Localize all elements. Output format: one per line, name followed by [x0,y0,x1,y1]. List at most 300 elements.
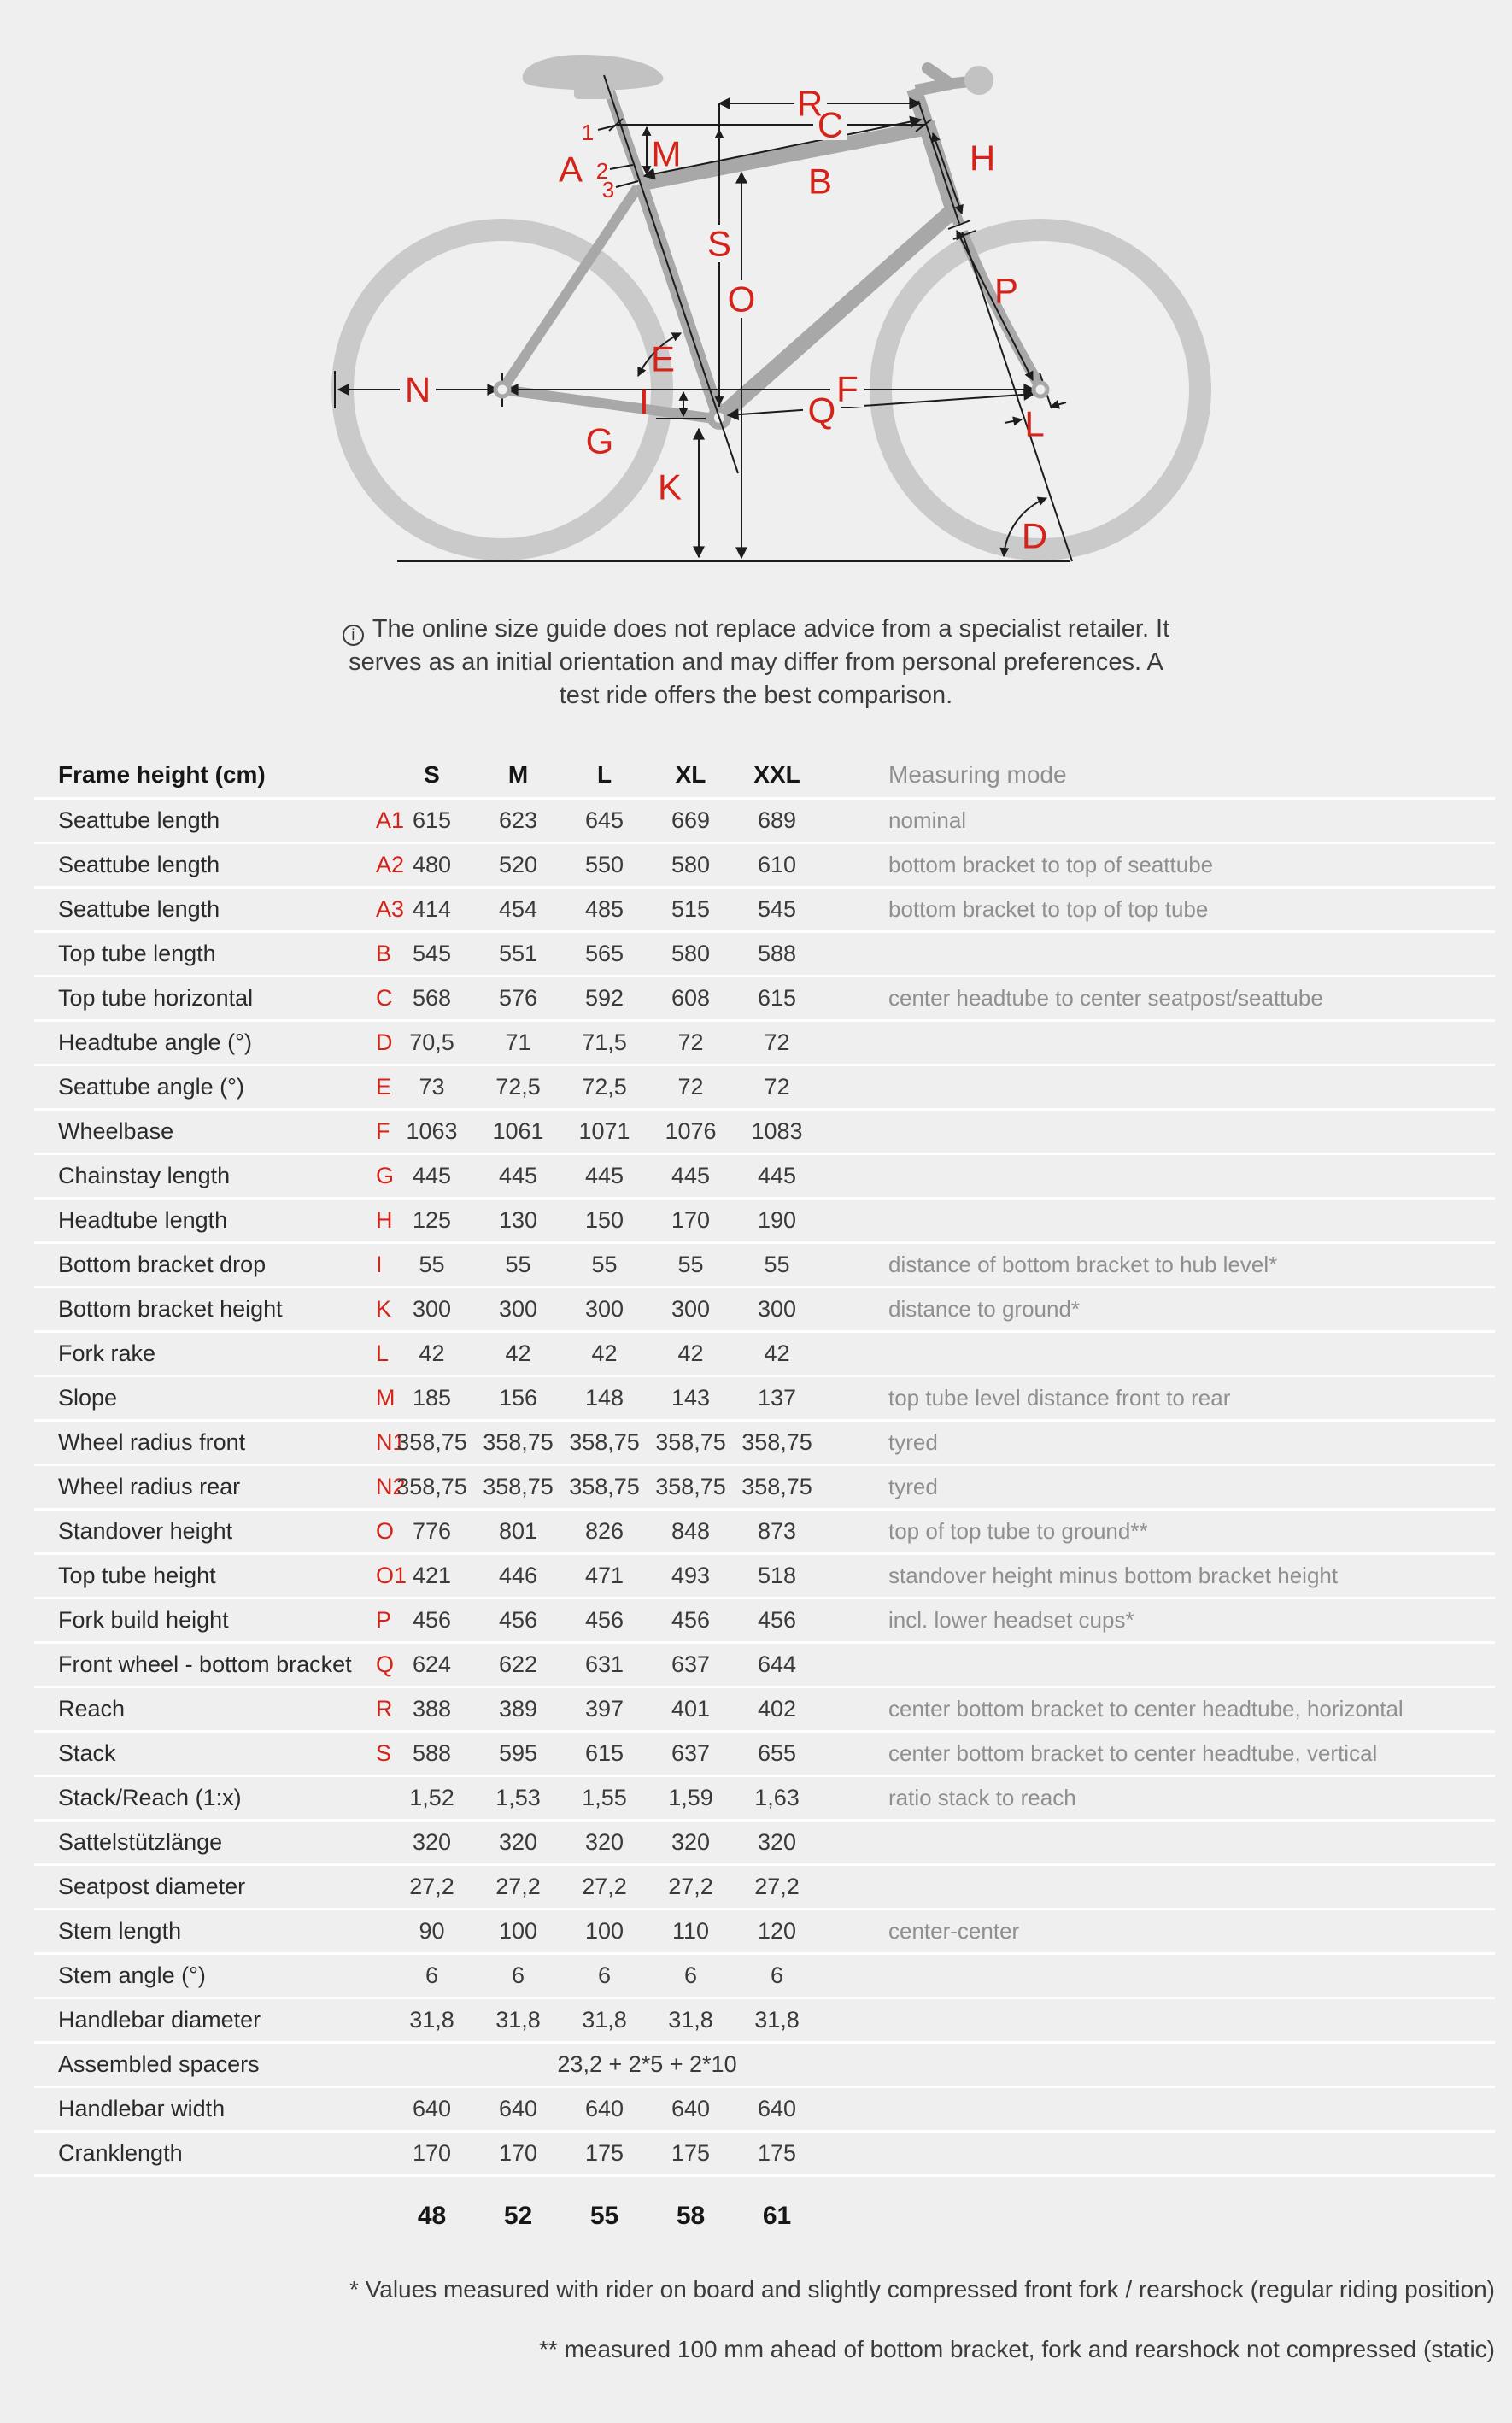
label-K-icon: K [657,466,683,507]
row-value: 358,75 [741,1474,812,1499]
row-value: 72 [677,1030,704,1055]
table-row [34,1333,1495,1377]
row-label: Sattelstützlänge [58,1829,223,1855]
row-value: 640 [412,2096,452,2121]
row-letter: L [376,1341,390,1366]
row-value: 1,59 [668,1785,713,1810]
row-label: Top tube length [58,941,216,966]
table-row [34,889,1495,933]
note-text: The online size guide does not replace advice from a specialist retailer. It [372,615,1170,642]
table-row [34,2044,1495,2088]
row-value: 156 [498,1385,538,1411]
row-value: 55 [419,1252,445,1277]
frame-size-value: 61 [762,2202,792,2230]
size-header-m: M [507,760,529,788]
size-header-l: L [596,760,612,788]
table-row [34,1155,1495,1200]
row-value: 72,5 [582,1074,627,1100]
row-label: Handlebar width [58,2096,226,2121]
row-note: center-center [888,1918,1020,1944]
table-row [34,977,1495,1022]
row-value: 42 [505,1341,531,1366]
row-letter: G [376,1163,395,1188]
footnote-single-asterisk: * Values measured with rider on board and slightly compressed front fork / rearshock (regular riding position) [349,2276,1495,2303]
table-row [34,844,1495,889]
row-label: Stack/Reach (1:x) [58,1785,242,1810]
row-value: 6 [683,1962,698,1988]
frame-size-value: 52 [503,2202,533,2230]
row-value: 776 [412,1518,452,1544]
row-value: 480 [412,852,452,877]
row-value: 456 [757,1607,797,1633]
row-value: 456 [584,1607,624,1633]
row-value: 100 [498,1918,538,1944]
row-letter: I [376,1252,383,1277]
label-L-icon: L [1024,403,1045,444]
row-value: 622 [498,1652,538,1677]
row-value: 55 [591,1252,618,1277]
row-value: 71 [505,1030,531,1055]
bike-geometry-diagram [0,0,1512,598]
label-2-icon: 2 [595,158,609,184]
row-value: 6 [425,1962,439,1988]
row-value: 185 [412,1385,452,1411]
label-1-icon: 1 [581,120,595,145]
row-value: 645 [584,807,624,833]
row-label: Seattube length [58,807,220,833]
table-row [34,1777,1495,1822]
row-value: 545 [412,941,452,966]
row-value: 190 [757,1207,797,1233]
row-value: 70,5 [409,1030,454,1055]
row-value: 31,8 [668,2007,713,2033]
row-note: nominal [888,807,967,833]
table-row [34,2133,1495,2177]
label-G-icon: G [585,420,614,461]
row-note: top of top tube to ground** [888,1518,1148,1544]
row-note: tyred [888,1474,938,1499]
row-value: 27,2 [495,1874,541,1899]
row-value: 592 [584,985,624,1011]
row-note: incl. lower headset cups* [888,1607,1134,1633]
row-value: 71,5 [582,1030,627,1055]
row-value: 640 [498,2096,538,2121]
row-note: bottom bracket to top of top tube [888,896,1209,922]
row-value: 615 [757,985,797,1011]
row-label: Wheel radius rear [58,1474,241,1499]
row-note: center bottom bracket to center headtube, vertical [888,1740,1378,1766]
row-value: 515 [671,896,711,922]
row-value: 27,2 [582,1874,627,1899]
size-header-s: S [424,760,440,788]
row-letter: R [376,1696,393,1722]
row-value: 388 [412,1696,452,1722]
row-label: Stem length [58,1918,182,1944]
row-label: Chainstay length [58,1163,231,1188]
row-value: 456 [498,1607,538,1633]
table-row [34,1422,1495,1466]
row-value: 72 [677,1074,704,1100]
row-value: 170 [498,2140,538,2166]
row-value: 358,75 [483,1474,554,1499]
row-value: 518 [757,1563,797,1588]
row-value: 90 [419,1918,445,1944]
row-value: 300 [498,1296,538,1322]
row-value: 669 [671,807,711,833]
row-label: Seatpost diameter [58,1874,246,1899]
row-value: 637 [671,1740,711,1766]
row-value: 143 [671,1385,711,1411]
row-value: 631 [584,1652,624,1677]
label-P-icon: P [993,270,1019,311]
row-letter: N2 [376,1474,406,1499]
row-value: 623 [498,807,538,833]
row-value: 42 [764,1341,790,1366]
label-E-icon: E [650,338,676,379]
row-value: 73 [419,1074,445,1100]
row-value: 358,75 [569,1474,640,1499]
row-value: 493 [671,1563,711,1588]
row-value: 445 [671,1163,711,1188]
row-value: 42 [677,1341,704,1366]
row-note: distance to ground* [888,1296,1081,1322]
row-value: 689 [757,807,797,833]
row-label: Seattube length [58,896,220,922]
table-row [34,1822,1495,1866]
row-value: 175 [584,2140,624,2166]
row-value: 471 [584,1563,624,1588]
row-value: 655 [757,1740,797,1766]
row-value: 27,2 [409,1874,454,1899]
table-row [34,800,1495,844]
row-value: 137 [757,1385,797,1411]
note-line [0,613,1512,646]
table-row [34,1733,1495,1777]
row-value: 1,55 [582,1785,627,1810]
table-row [34,1999,1495,2044]
row-value: 826 [584,1518,624,1544]
note-line: serves as an initial orientation and may differ from personal preferences. A [349,648,1163,676]
row-label: Fork build height [58,1607,229,1633]
row-letter: H [376,1207,393,1233]
row-label: Top tube horizontal [58,985,254,1011]
row-label: Front wheel - bottom bracket [58,1652,352,1677]
row-value: 31,8 [754,2007,800,2033]
row-letter: F [376,1118,390,1144]
row-value: 31,8 [495,2007,541,2033]
row-value: 27,2 [668,1874,713,1899]
row-value: 358,75 [655,1474,726,1499]
label-B-icon: B [807,161,833,202]
row-note: top tube level distance front to rear [888,1385,1231,1411]
rear-hub [495,383,509,396]
row-value: 150 [584,1207,624,1233]
row-value: 358,75 [741,1429,812,1455]
label-R-icon: R [796,83,823,124]
table-row [34,1066,1495,1111]
table-row [34,1200,1495,1244]
row-value: 358,75 [569,1429,640,1455]
label-A-icon: A [558,149,583,190]
row-value: 644 [757,1652,797,1677]
row-value: 320 [498,1829,538,1855]
label-D-icon: D [1021,515,1048,556]
row-value: 568 [412,985,452,1011]
table-row [34,1111,1495,1155]
row-label: Cranklength [58,2140,183,2166]
row-value: 595 [498,1740,538,1766]
row-note: tyred [888,1429,938,1455]
row-value: 401 [671,1696,711,1722]
table-row [34,1688,1495,1733]
dimension-lines [335,75,1072,561]
row-value: 550 [584,852,624,877]
row-value: 100 [584,1918,624,1944]
table-row [34,1599,1495,1644]
table-row [34,1511,1495,1555]
row-value: 446 [498,1563,538,1588]
row-value: 445 [584,1163,624,1188]
frame-size-value: 48 [417,2202,447,2230]
row-value: 320 [584,1829,624,1855]
row-value: 445 [498,1163,538,1188]
row-value: 320 [757,1829,797,1855]
row-value: 1076 [665,1118,717,1144]
row-value: 1061 [492,1118,544,1144]
table-header-row [34,752,1495,800]
row-value: 300 [671,1296,711,1322]
row-label: Standover height [58,1518,233,1544]
row-letter: Q [376,1652,395,1677]
row-value: 615 [412,807,452,833]
row-letter: K [376,1296,392,1322]
size-header-xl: XL [675,760,706,788]
row-letter: B [376,941,392,966]
row-value: 358,75 [396,1474,467,1499]
table-row [34,1555,1495,1599]
row-value: 445 [757,1163,797,1188]
table-row [34,1644,1495,1688]
row-note: bottom bracket to top of seattube [888,852,1214,877]
row-value: 170 [412,2140,452,2166]
row-label: Stem angle (°) [58,1962,206,1988]
row-value: 637 [671,1652,711,1677]
label-H-icon: H [969,138,996,179]
row-letter: A3 [376,896,405,922]
row-value: 640 [757,2096,797,2121]
row-value: 456 [412,1607,452,1633]
row-letter: O1 [376,1563,407,1588]
row-note: standover height minus bottom bracket height [888,1563,1339,1588]
row-value: 170 [671,1207,711,1233]
handlebar-grip [964,66,993,95]
row-value: 801 [498,1518,538,1544]
footnotes [34,2273,1495,2367]
row-letter: E [376,1074,392,1100]
row-value: 55 [677,1252,704,1277]
label-C-icon: C [817,104,844,145]
row-letter: D [376,1030,393,1055]
row-label: Seattube length [58,852,220,877]
row-note: center headtube to center seatpost/seattube [888,985,1323,1011]
label-I-icon: I [639,381,649,422]
size-header-xxl: XXL [753,760,800,788]
table-row [34,1377,1495,1422]
row-value: 130 [498,1207,538,1233]
label-N-icon: N [404,369,431,410]
row-value: 551 [498,941,538,966]
row-value: 576 [498,985,538,1011]
row-label: Stack [58,1740,116,1766]
row-value: 175 [671,2140,711,2166]
row-value: 520 [498,852,538,877]
row-value: 320 [412,1829,452,1855]
row-value: 445 [412,1163,452,1188]
row-value: 402 [757,1696,797,1722]
table-row [34,1244,1495,1288]
row-value: 545 [757,896,797,922]
row-letter: A2 [376,852,405,877]
label-3-icon: 3 [601,177,615,202]
row-value: 1,53 [495,1785,541,1810]
row-label: Seattube angle (°) [58,1074,244,1100]
row-value: 456 [671,1607,711,1633]
row-value: 580 [671,941,711,966]
row-value: 848 [671,1518,711,1544]
front-hub [1034,383,1047,396]
row-value: 421 [412,1563,452,1588]
row-value: 55 [764,1252,790,1277]
row-value: 640 [671,2096,711,2121]
table-row [34,1955,1495,1999]
row-value: 31,8 [582,2007,627,2033]
row-value: 397 [584,1696,624,1722]
row-value: 300 [757,1296,797,1322]
frame-sizes-row [34,2177,1495,2256]
row-value: 31,8 [409,2007,454,2033]
row-value: 565 [584,941,624,966]
row-value: 1063 [406,1118,458,1144]
row-value: 110 [671,1918,710,1944]
row-label: Assembled spacers [58,2051,260,2077]
table-row [34,1022,1495,1066]
table-row [34,933,1495,977]
row-value: 615 [584,1740,624,1766]
row-value: 358,75 [655,1429,726,1455]
table-row [34,1288,1495,1333]
row-letter: P [376,1607,392,1633]
dimension-labels [405,84,1047,556]
row-label: Slope [58,1385,118,1411]
row-value: 640 [584,2096,624,2121]
row-note: distance of bottom bracket to hub level* [888,1252,1278,1277]
row-note: center bottom bracket to center headtube, horizontal [888,1696,1404,1722]
row-label: Handlebar diameter [58,2007,261,2033]
row-value: 42 [591,1341,618,1366]
row-letter: C [376,985,393,1011]
row-value: 6 [511,1962,525,1988]
row-value: 72,5 [495,1074,541,1100]
frame-size-value: 58 [676,2202,706,2230]
geometry-table [34,752,1495,2256]
label-F-icon: F [836,368,859,409]
row-letter: S [376,1740,392,1766]
row-letter: M [376,1385,396,1411]
row-value: 1071 [578,1118,630,1144]
row-label: Top tube height [58,1563,216,1588]
row-value: 72 [764,1030,790,1055]
row-value: 608 [671,985,711,1011]
note-line: test ride offers the best comparison. [559,682,953,709]
row-value: 873 [757,1518,797,1544]
row-value: 175 [757,2140,797,2166]
row-value: 624 [412,1652,452,1677]
row-value: 300 [412,1296,452,1322]
row-span-value: 23,2 + 2*5 + 2*10 [557,2051,737,2077]
row-value: 1,52 [409,1785,454,1810]
row-value: 148 [584,1385,624,1411]
measuring-mode-header: Measuring mode [888,760,1067,788]
row-value: 588 [757,941,797,966]
frame-size-value: 55 [589,2202,619,2230]
row-value: 580 [671,852,711,877]
label-M-icon: M [651,133,682,174]
info-note [0,613,1512,713]
row-label: Headtube length [58,1207,228,1233]
label-O-icon: O [727,279,756,320]
row-value: 1,63 [754,1785,800,1810]
row-value: 125 [412,1207,452,1233]
row-value: 389 [498,1696,538,1722]
row-value: 55 [505,1252,531,1277]
table-row [34,1910,1495,1955]
table-row [34,2088,1495,2133]
row-value: 454 [498,896,538,922]
row-value: 6 [597,1962,612,1988]
row-letter: O [376,1518,395,1544]
info-icon: i [343,625,364,646]
row-label: Bottom bracket drop [58,1252,267,1277]
table-row [34,1866,1495,1910]
label-S-icon: S [706,223,732,264]
row-label: Bottom bracket height [58,1296,283,1322]
row-value: 27,2 [754,1874,800,1899]
row-label: Reach [58,1696,126,1722]
row-label: Fork rake [58,1341,156,1366]
size-table-body [34,800,1495,2256]
row-letter: N1 [376,1429,406,1455]
row-value: 358,75 [396,1429,467,1455]
row-value: 610 [757,852,797,877]
row-value: 320 [671,1829,711,1855]
row-value: 42 [419,1341,445,1366]
table-row [34,1466,1495,1511]
label-Q-icon: Q [807,390,836,431]
row-value: 358,75 [483,1429,554,1455]
row-value: 414 [412,896,452,922]
row-value: 72 [764,1074,790,1100]
row-label: Wheelbase [58,1118,174,1144]
row-value: 588 [412,1740,452,1766]
row-letter: A1 [376,807,405,833]
row-label: Headtube angle (°) [58,1030,252,1055]
row-value: 120 [757,1918,797,1944]
footnote-double-asterisk: ** measured 100 mm ahead of bottom bracket, fork and rearshock not compressed (static) [539,2336,1495,2362]
row-value: 485 [584,896,624,922]
row-value: 1083 [751,1118,803,1144]
table-title: Frame height (cm) [58,760,266,788]
row-value: 6 [770,1962,784,1988]
